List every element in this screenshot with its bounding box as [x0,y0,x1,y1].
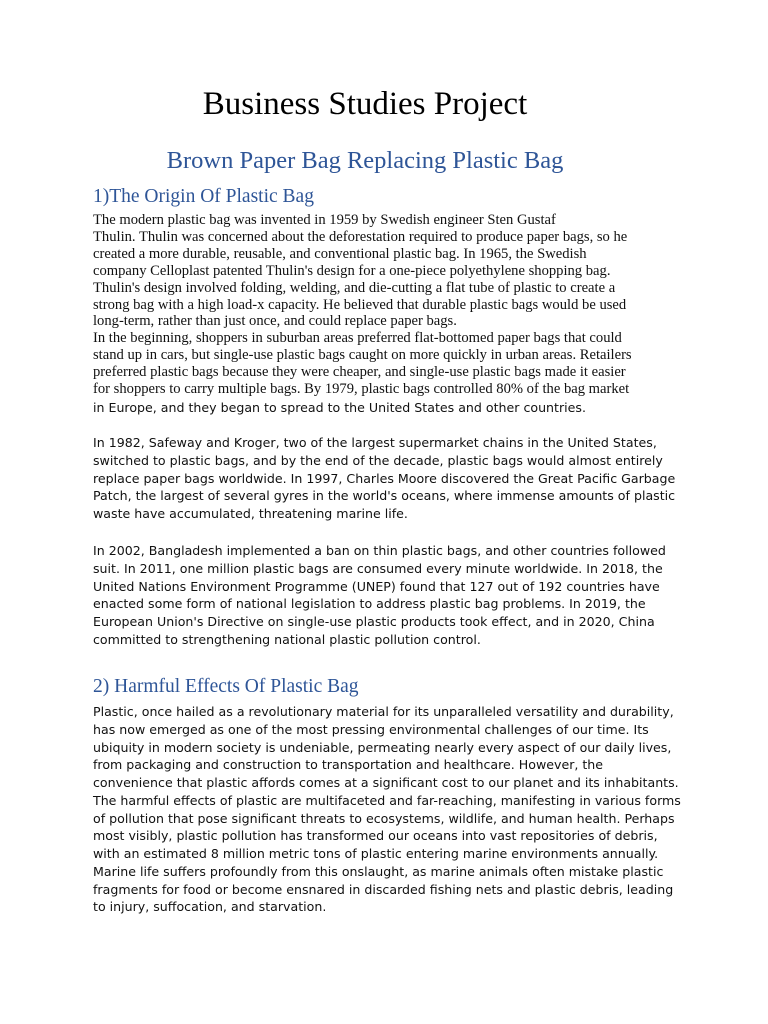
document-title: Business Studies Project [202,86,528,122]
text-line: convenience that plastic affords comes at a significant cost to our planet and its inhabitants. [93,775,679,790]
text-line: in Europe, and they began to spread to the United States and other countries. [93,400,586,415]
text-line: to injury, suffocation, and starvation. [93,899,327,915]
text-line: created a more durable, reusable, and conventional plastic bag. In 1965, the Swedish [93,245,587,262]
section1-paragraph3 [93,542,683,649]
text-line: In 2002, Bangladesh implemented a ban on thin plastic bags, and other countries followed [93,543,666,558]
text-line: of pollution that pose significant threats to ecosystems, wildlife, and human health. Perhaps [93,810,675,826]
text-line: for shoppers to carry multiple bags. By 1979, plastic bags controlled 80% of the bag market [93,381,630,398]
text-line: European Union's Directive on single-use plastic products took effect, and in 2020, China [93,614,655,629]
text-line: The modern plastic bag was invented in 1959 by Swedish engineer Sten Gustaf [93,212,556,228]
text-line: with an estimated 8 million metric tons of plastic entering marine environments annually. [93,846,659,861]
text-line: ubiquity in modern society is undeniable, permeating nearly every aspect of our daily lives, [93,739,672,755]
text-line: fragments for food or become ensnared in discarded fishing nets and plastic debris, leading [93,881,674,897]
text-line: most visibly, plastic pollution has transformed our oceans into vast repositories of debris, [93,828,658,844]
section2-paragraph1 [93,703,683,916]
text-line: Plastic, once hailed as a revolutionary material for its unparalleled versatility and durability, [93,704,674,719]
text-line: suit. In 2011, one million plastic bags are consumed every minute worldwide. In 2018, the [93,560,663,576]
text-line: Patch, the largest of several gyres in the world's oceans, where immense amounts of plastic [93,488,676,504]
text-line: Thulin's design involved folding, welding, and die-cutting a flat tube of plastic to create a [93,279,616,296]
text-line: In 1982, Safeway and Kroger, two of the largest supermarket chains in the United States, [93,435,657,450]
document-subtitle: Brown Paper Bag Replacing Plastic Bag [166,147,564,174]
text-line: replace paper bags worldwide. In 1997, Charles Moore discovered the Great Pacific Garbage [93,470,676,486]
section-heading-harmful-effects: 2) Harmful Effects Of Plastic Bag [93,676,359,697]
section-heading-origin: 1)The Origin Of Plastic Bag [93,186,314,207]
text-line: waste have accumulated, threatening marine life. [93,506,408,521]
text-line: from packaging and construction to transportation and healthcare. However, the [93,757,604,773]
text-line: United Nations Environment Programme (UNEP) found that 127 out of 192 countries have [93,578,660,594]
text-line: has now emerged as one of the most pressing environmental challenges of our time. Its [93,721,649,737]
text-line: Marine life suffers profoundly from this onslaught, as marine animals often mistake plastic [93,863,664,879]
text-line: strong bag with a high load-x capacity. He believed that durable plastic bags would be used [93,296,627,313]
text-line: The harmful effects of plastic are multifaceted and far-reaching, manifesting in various forms [93,792,681,808]
text-line: long-term, rather than just once, and could replace paper bags. [93,313,457,330]
text-line: company Celloplast patented Thulin's design for a one-piece polyethylene shopping bag. [93,262,611,279]
text-line: committed to strengthening national plastic pollution control. [93,631,481,647]
text-line: In the beginning, shoppers in suburban areas preferred flat-bottomed paper bags that could [93,330,622,347]
section1-paragraph1-tail [93,399,683,417]
text-line: switched to plastic bags, and by the end of the decade, plastic bags would almost entirely [93,452,663,468]
text-line: enacted some form of national legislation to address plastic bag problems. In 2019, the [93,596,646,612]
text-line: preferred plastic bags because they were cheaper, and single-use plastic bags made it easier [93,364,626,381]
section1-paragraph2 [93,434,683,523]
text-line: Thulin. Thulin was concerned about the deforestation required to produce paper bags, so he [93,228,628,245]
section1-paragraph1 [93,212,683,398]
text-line: stand up in cars, but single-use plastic bags caught on more quickly in urban areas. Retailers [93,347,632,364]
